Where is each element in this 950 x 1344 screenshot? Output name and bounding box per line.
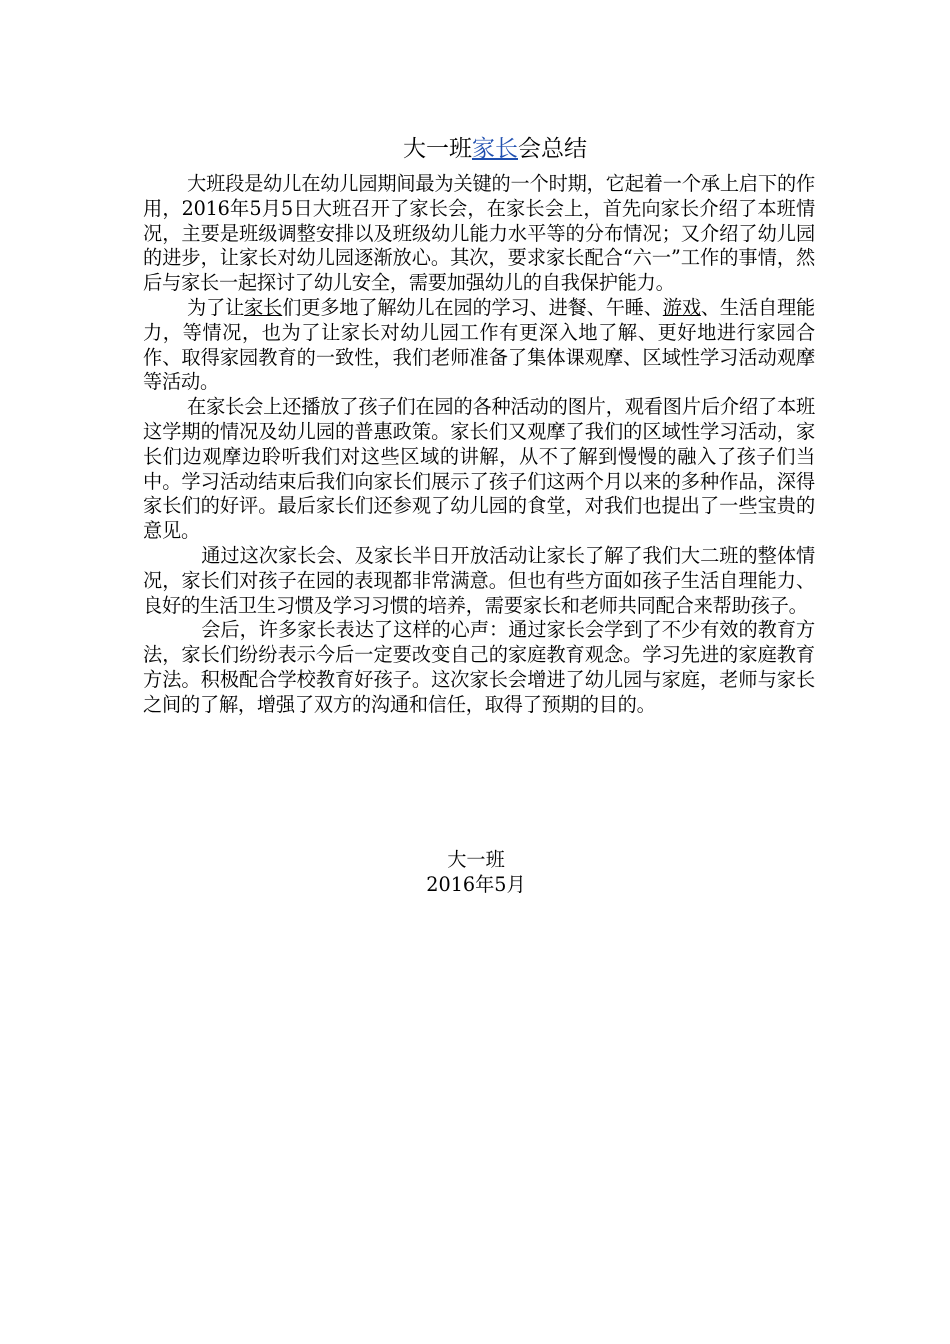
paragraph-1-text: 大班段是幼儿在幼儿园期间最为关键的一个时期，它起着一个承上启下的作用，2016年5月5日大班召开了家长会，在家长会上，首先向家长介绍了本班情况，主要是班级调整安排以及班级幼儿能力水平等的分布情况；又介绍了幼儿园的进步，让家长对幼儿园逐渐放心。其次，要求家长配合“六一”工作的事情，然后与家长一起探讨了幼儿安全，需要加强幼儿的自我保护能力。 <box>143 172 815 295</box>
paragraph-1 <box>143 172 815 296</box>
signature-class-name: 大一班 <box>447 848 505 871</box>
title-prefix: 大一班 <box>403 136 472 162</box>
paragraph-2-part1: 为了让 <box>187 295 245 319</box>
link-parents[interactable]: 家长 <box>244 295 283 319</box>
document-page <box>143 130 815 718</box>
title-link-parents[interactable]: 家长 <box>472 136 518 162</box>
title-suffix: 会总结 <box>518 136 587 162</box>
signature-date: 2016年5月 <box>426 872 526 896</box>
paragraph-2-part2: 们更多地了解幼儿在园的学习、进餐、午睡、 <box>282 295 663 319</box>
paragraph-5 <box>143 618 815 717</box>
link-games[interactable]: 游戏 <box>662 295 701 319</box>
paragraph-3 <box>143 395 815 544</box>
paragraph-2 <box>143 296 815 395</box>
paragraph-4 <box>143 544 815 618</box>
paragraph-3-text: 在家长会上还播放了孩子们在园的各种活动的图片，观看图片后介绍了本班这学期的情况及幼儿园的普惠政策。家长们又观摩了我们的区域性学习活动，家长们边观摩边聆听我们对这些区域的讲解，从不了解到慢慢的融入了孩子们当中。学习活动结束后我们向家长们展示了孩子们这两个月以来的多种作品，深得家长们的好评。最后家长们还参观了幼儿园的食堂，对我们也提出了一些宝贵的意见。 <box>143 395 815 543</box>
document-title <box>143 130 815 168</box>
paragraph-4-text: 通过这次家长会、及家长半日开放活动让家长了解了我们大二班的整体情况，家长们对孩子在园的表现都非常满意。但也有些方面如孩子生活自理能力、良好的生活卫生习惯及学习习惯的培养，需要家长和老师共同配合来帮助孩子。 <box>143 543 815 617</box>
signature-block <box>143 848 815 898</box>
paragraph-2-part3: 、生活自理能力，等情况，也为了让家长对幼儿园工作有更深入地了解、更好地进行家园合作、取得家园教育的一致性，我们老师准备了集体课观摩、区域性学习活动观摩等活动。 <box>143 295 815 394</box>
paragraph-5-text: 会后，许多家长表达了这样的心声：通过家长会学到了不少有效的教育方法，家长们纷纷表示今后一定要改变自己的家庭教育观念。学习先进的家庭教育方法。积极配合学校教育好孩子。这次家长会增进了幼儿园与家庭，老师与家长之间的了解，增强了双方的沟通和信任，取得了预期的目的。 <box>143 618 815 716</box>
